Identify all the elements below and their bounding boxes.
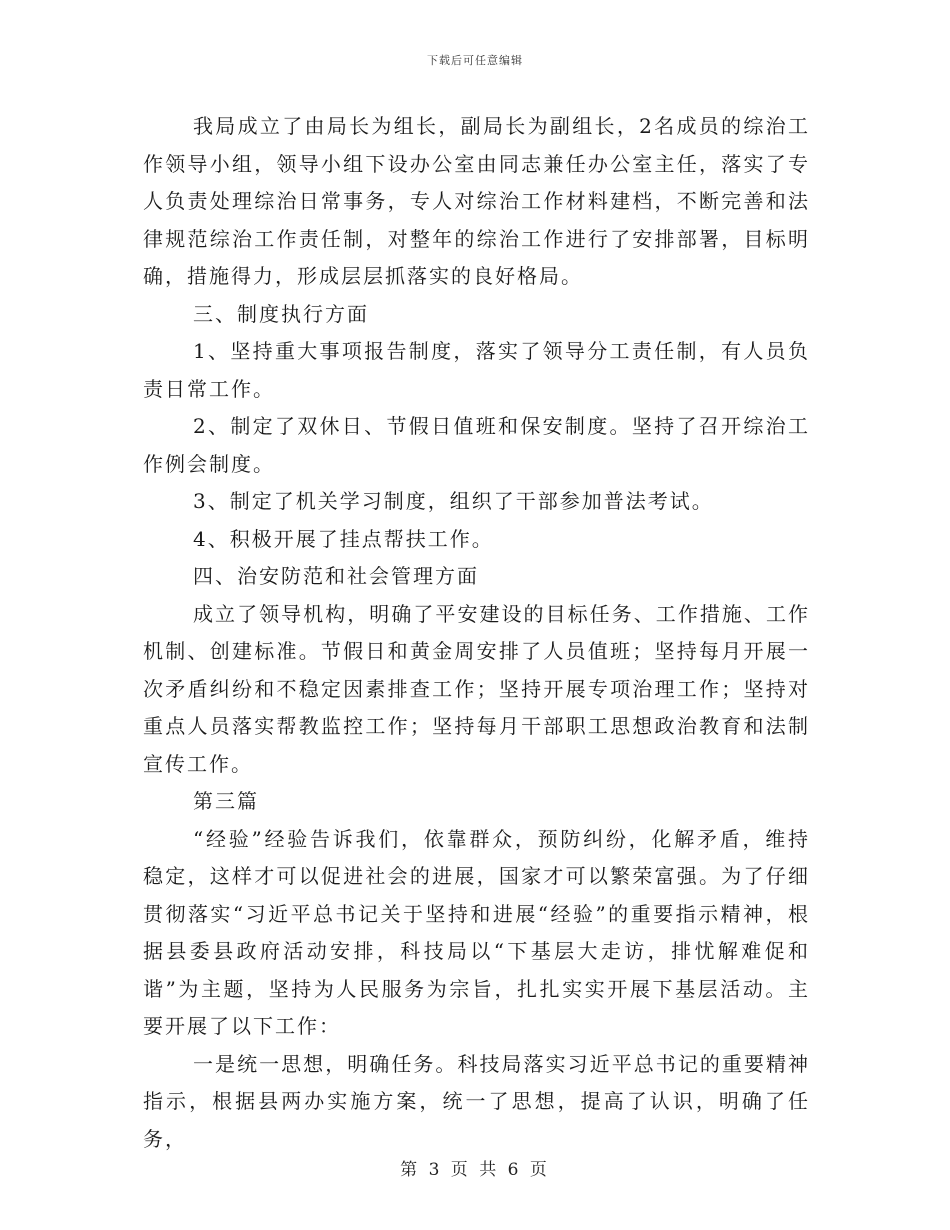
body-paragraph: 成立了领导机构，明确了平安建设的目标任务、工作措施、工作机制、创建标准。节假日和黄金周安排了人员值班；坚持每月开展一次矛盾纠纷和不稳定因素排查工作；坚持开展专项治理工作；坚持对重点人员落实帮教监控工作；坚持每月干部职工思想政治教育和法制宣传工作。 [143, 601, 810, 776]
body-paragraph: 我局成立了由局长为组长，副局长为副组长，2名成员的综治工作领导小组，领导小组下设办公室由同志兼任办公室主任，落实了专人负责处理综治日常事务，专人对综治工作材料建档，不断完善和法律规范综治工作责任制，对整年的综治工作进行了安排部署，目标明确，措施得力，形成层层抓落实的良好格局。 [143, 114, 810, 288]
document-body [143, 108, 810, 1158]
body-paragraph: “经验”经验告诉我们，依靠群众，预防纠纷，化解矛盾，维持稳定，这样才可以促进社会的进展，国家才可以繁荣富强。为了仔细贯彻落实“习近平总书记关于坚持和进展“经验”的重要指示精神，根据县委县政府活动安排，科技局以“下基层大走访，排忧解难促和谐”为主题，坚持为人民服务为宗旨，扎扎实实开展下基层活动。主要开展了以下工作： [143, 826, 810, 1038]
page-footer: 第 3 页 共 6 页 [400, 1160, 550, 1180]
body-paragraph: 4、积极开展了挂点帮扶工作。 [193, 526, 494, 551]
body-paragraph: 3、制定了机关学习制度，组织了干部参加普法考试。 [193, 489, 714, 513]
page-header: 下载后可任意编辑 [427, 54, 523, 67]
section-heading: 三、制度执行方面 [193, 301, 369, 326]
section-heading: 四、治安防范和社会管理方面 [193, 564, 479, 588]
body-paragraph: 2、制定了双休日、节假日值班和保安制度。坚持了召开综治工作例会制度。 [143, 414, 810, 476]
body-paragraph: 一是统一思想，明确任务。科技局落实习近平总书记的重要精神指示，根据县两办实施方案，统一了思想，提高了认识，明确了任务， [143, 1051, 810, 1151]
body-paragraph: 1、坚持重大事项报告制度，落实了领导分工责任制，有人员负责日常工作。 [143, 339, 810, 401]
chapter-heading: 第三篇 [193, 789, 259, 813]
